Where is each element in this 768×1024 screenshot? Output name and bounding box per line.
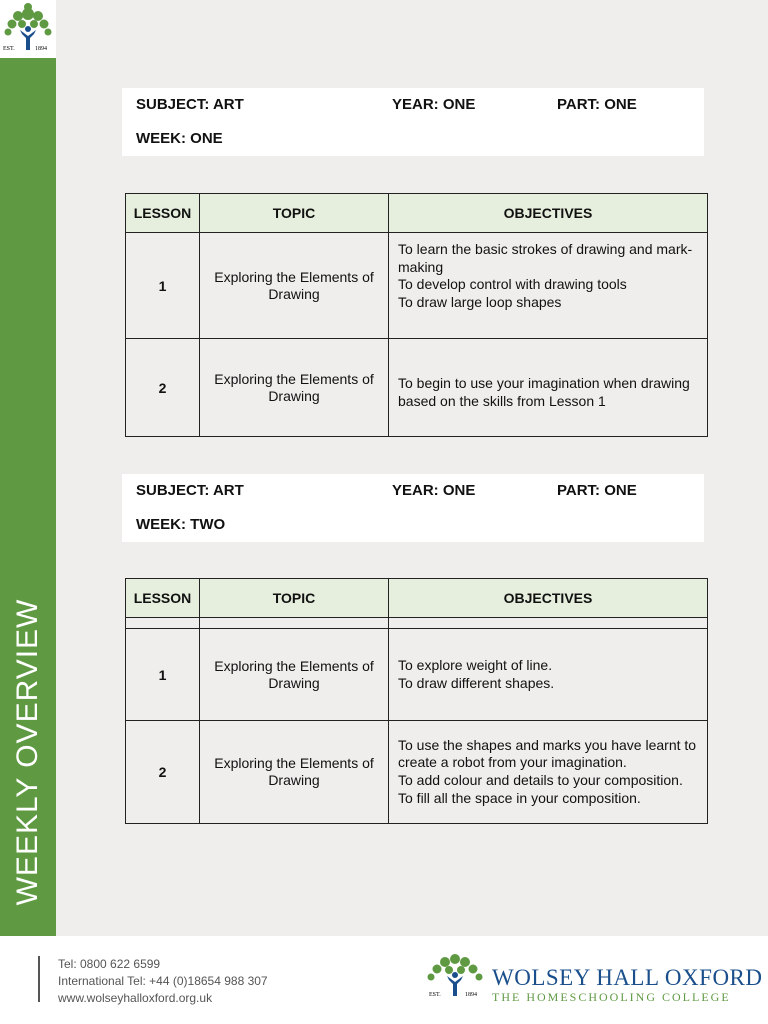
logo-est: EST. [429,992,441,998]
objectives-header: OBJECTIVES [389,579,708,618]
objectives-cell [389,721,708,824]
phone-text: Tel: 0800 622 6599 [58,957,161,971]
website-link[interactable]: www.wolseyhalloxford.org.uk [58,991,213,1005]
objective-item: To use the shapes and marks you have learnt to create a robot from your imagination. [398,736,697,771]
brand-name: WOLSEY HALL OXFORD [492,965,763,990]
weekly-overview-label: WEEKLY OVERVIEW [11,598,44,906]
week1-lesson-table [125,193,708,437]
lesson-header: LESSON [126,194,200,233]
table-gap [126,618,708,629]
lesson-header: LESSON [126,579,200,618]
topic-cell: Exploring the Elements of Drawing [200,629,389,721]
footer [0,936,768,1024]
tree-logo-icon [0,0,56,58]
objectives-cell [389,233,708,339]
contact-block [58,956,268,1007]
objective-item: To begin to use your imagination when drawing based on the skills from Lesson 1 [398,375,690,409]
table-row [126,629,708,721]
lesson-number: 2 [126,721,200,824]
objective-item: To develop control with drawing tools [398,276,627,293]
topic-cell: Exploring the Elements of Drawing [200,339,389,437]
brand-tagline: THE HOMESCHOOLING COLLEGE [492,990,731,1004]
week-label: WEEK: TWO [136,516,226,533]
part-label: PART: ONE [557,96,637,113]
week2-lesson-table [125,578,708,824]
lesson-number: 1 [126,233,200,339]
sidebar [0,0,56,936]
footer-divider [38,956,40,1002]
objectives-cell [389,629,708,721]
year-label: YEAR: ONE [392,96,476,113]
topic-cell: Exploring the Elements of Drawing [200,233,389,339]
international-phone-text: International Tel: +44 (0)18654 988 307 [58,974,268,988]
objective-item: To fill all the space in your composition. [398,789,641,806]
objective-item: To draw large loop shapes [398,293,562,310]
objective-item: To draw different shapes. [398,674,555,691]
part-label: PART: ONE [557,482,637,499]
week-label: WEEK: ONE [136,130,223,147]
objective-item: To learn the basic strokes of drawing and mark-making [398,241,693,275]
table-header-row [126,194,708,233]
table-row [126,339,708,437]
topic-header: TOPIC [200,194,389,233]
objective-item: To explore weight of line. [398,656,553,673]
subject-label: SUBJECT: ART [136,96,244,113]
tree-logo-icon [424,950,486,1004]
table-row [126,721,708,824]
logo-est: EST. [3,46,15,52]
logo-year: 1894 [35,46,47,52]
table-row [126,233,708,339]
top-logo [0,0,56,58]
subject-label: SUBJECT: ART [136,482,244,499]
lesson-number: 1 [126,629,200,721]
topic-cell: Exploring the Elements of Drawing [200,721,389,824]
week1-info-box [122,88,704,156]
lesson-number: 2 [126,339,200,437]
topic-header: TOPIC [200,579,389,618]
objectives-cell [389,339,708,437]
objectives-header: OBJECTIVES [389,194,708,233]
objective-item: To add colour and details to your composition. [398,772,683,788]
year-label: YEAR: ONE [392,482,476,499]
logo-year: 1894 [465,992,477,998]
brand-block [492,965,763,1005]
week2-info-box [122,474,704,542]
table-header-row [126,579,708,618]
